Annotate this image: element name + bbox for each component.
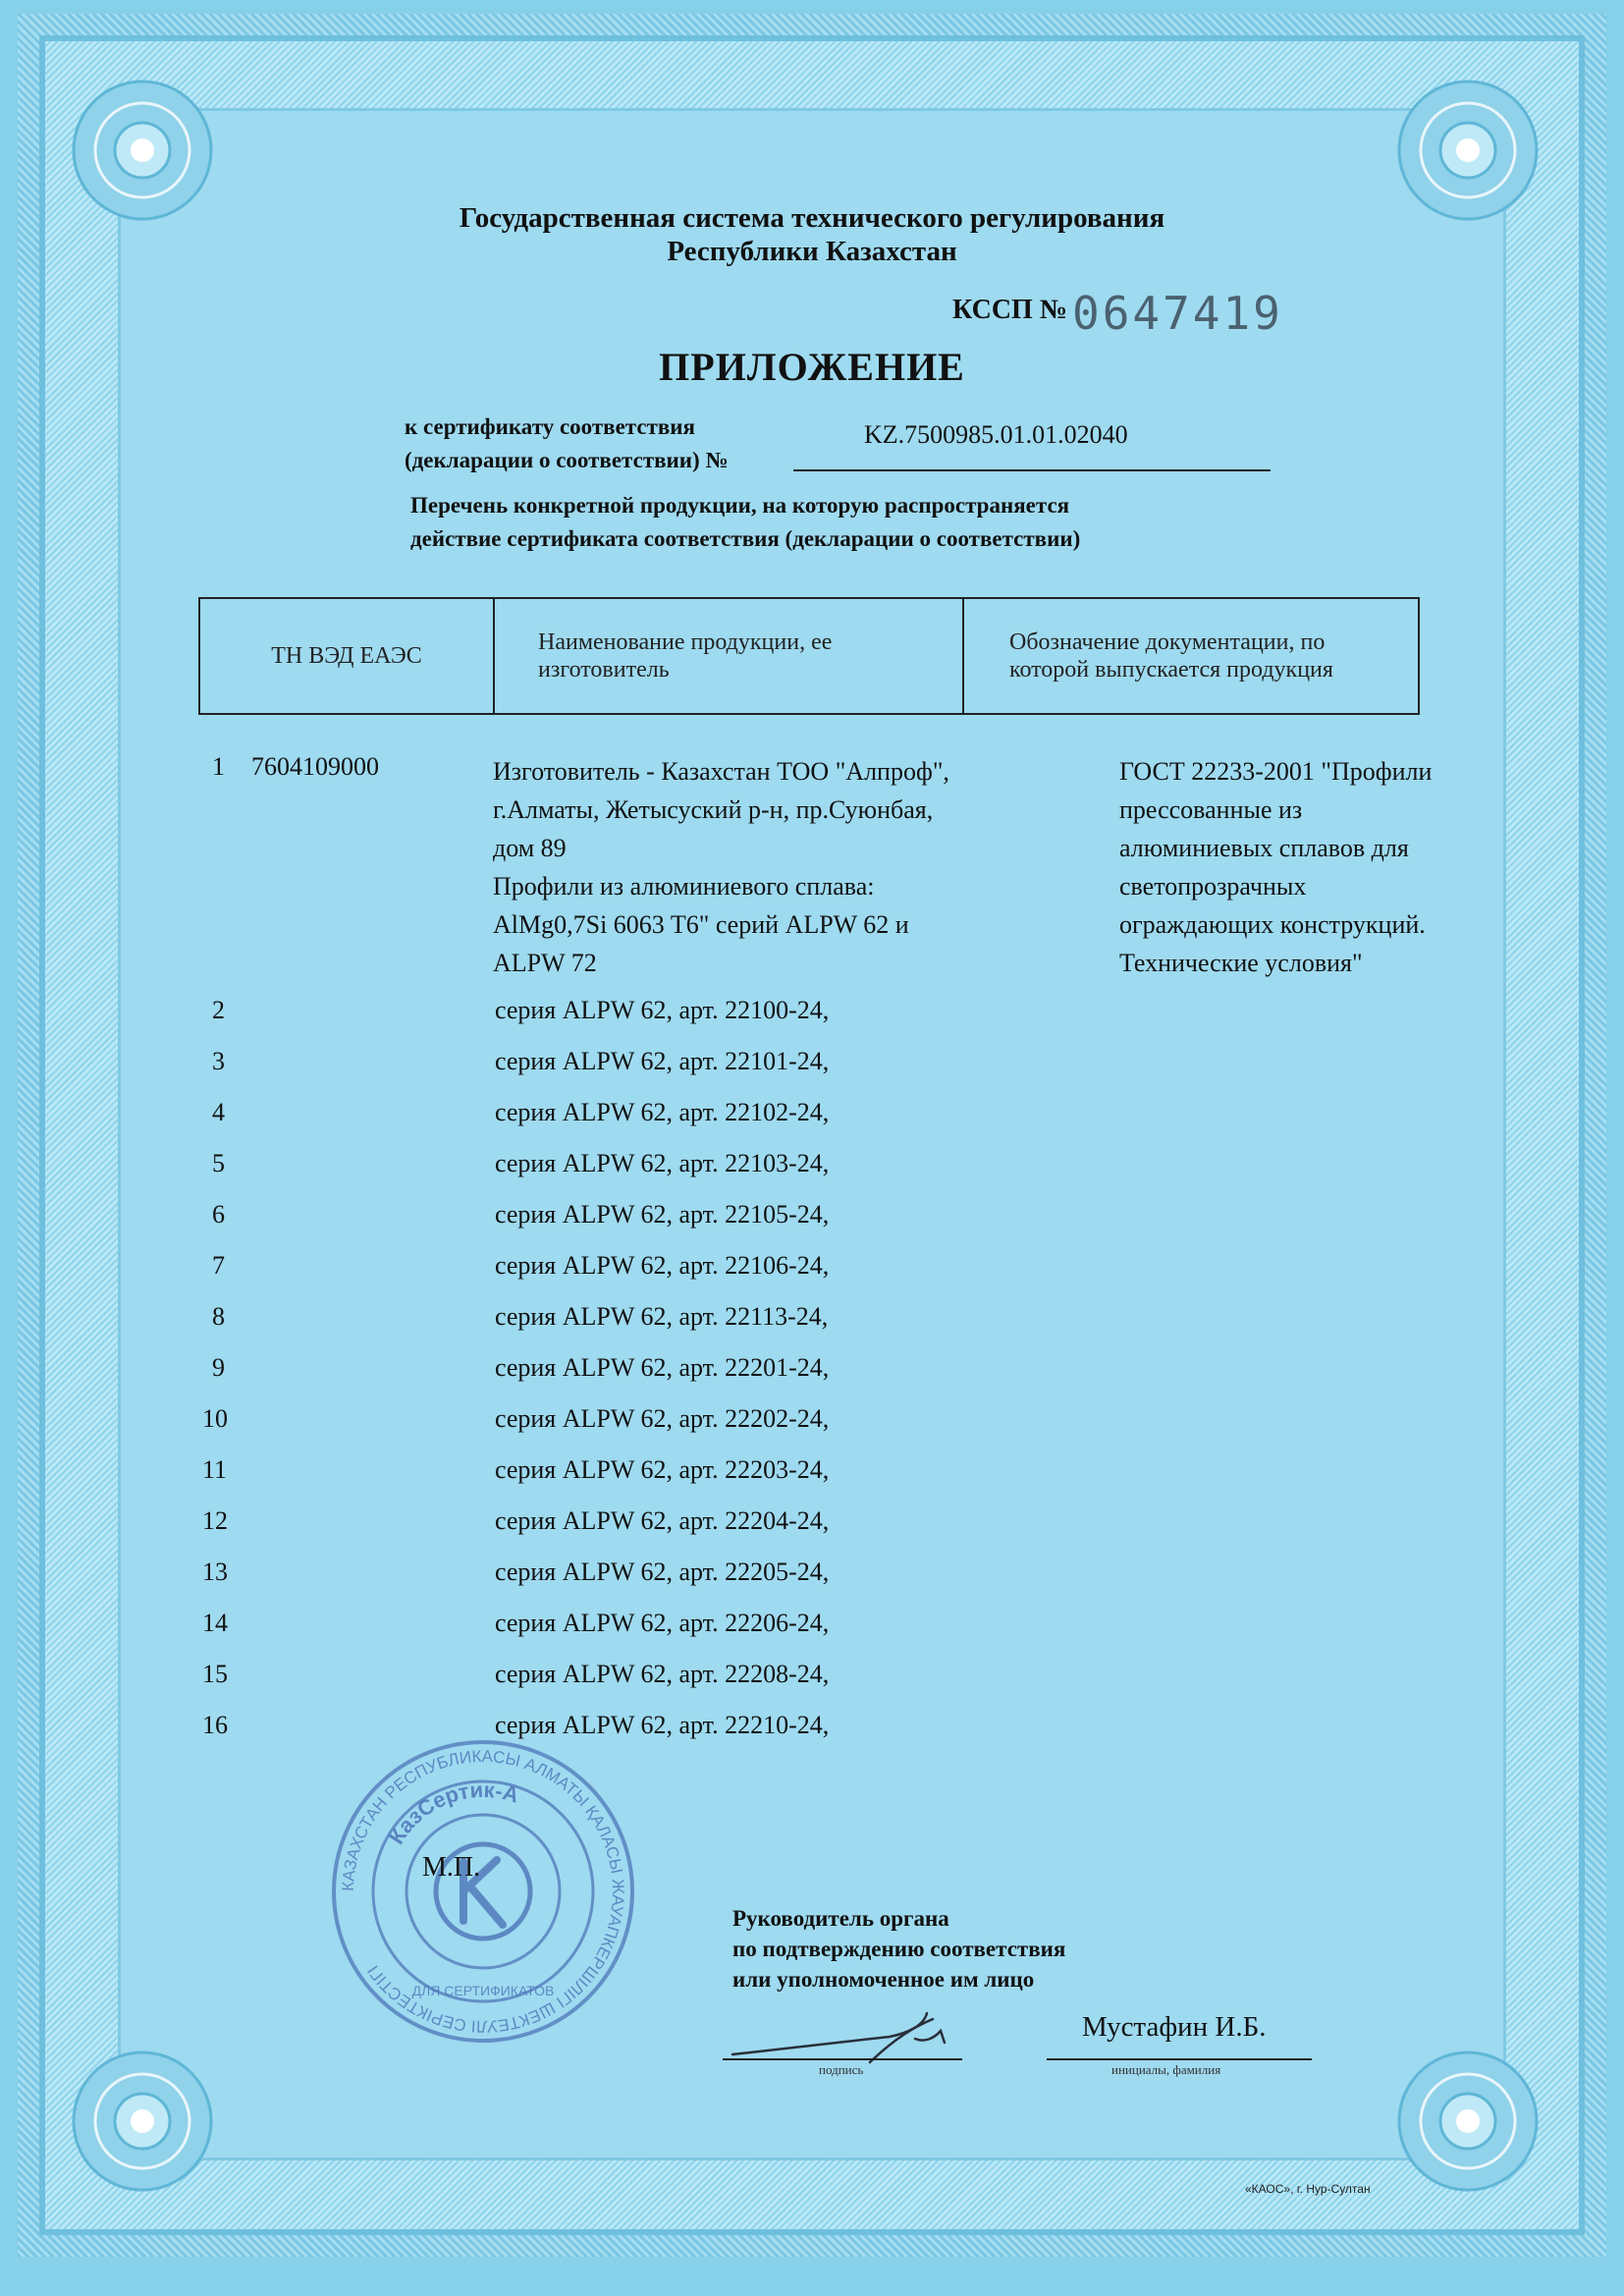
list-item: серия ALPW 62, арт. 22105-24, <box>495 1200 830 1229</box>
standard-line: алюминиевых сплавов для <box>1119 834 1409 862</box>
table-header <box>198 597 1420 715</box>
rosette-ornament-bottom-right <box>1394 2048 1542 2195</box>
product-description <box>493 752 1043 982</box>
column-header-documentation-text: Обозначение документации, по которой выпускается продукция <box>1009 629 1333 683</box>
certificate-number: KZ.7500985.01.01.02040 <box>864 420 1128 449</box>
signer-title-line3: или уполномоченное им лицо <box>732 1967 1035 1992</box>
stamp-outer-text: КАЗАХСТАН РЕСПУБЛИКАСЫ АЛМАТЫ ҚАЛАСЫ ЖАУАПКЕРШІЛІГІ ШЕКТЕУЛІ СЕРІКТЕСТІГІ <box>338 1746 628 2037</box>
system-title-line1: Государственная система технического регулирования <box>459 202 1165 234</box>
column-header-product-text: Наименование продукции, ее изготовитель <box>538 629 833 683</box>
tnved-code: 7604109000 <box>251 752 379 781</box>
list-item: серия ALPW 62, арт. 22204-24, <box>495 1506 830 1535</box>
standard-line: ограждающих конструкций. <box>1119 910 1426 939</box>
row-index: 14 <box>202 1609 228 1637</box>
description-line: Профили из алюминиевого сплава: <box>493 872 875 901</box>
standard-line: ГОСТ 22233-2001 "Профили <box>1119 757 1433 786</box>
system-title-line2: Республики Казахстан <box>667 236 957 267</box>
row-index: 16 <box>202 1711 228 1739</box>
standard-line: Технические условия" <box>1119 949 1363 977</box>
description-line: ALPW 72 <box>493 949 597 977</box>
row-index: 13 <box>202 1558 228 1586</box>
column-header-product <box>495 599 964 713</box>
row-index: 7 <box>212 1251 225 1280</box>
scope-line1: Перечень конкретной продукции, на которую распространяется <box>410 493 1070 518</box>
stamp-middle-text: КазСертик-А <box>383 1777 522 1849</box>
official-stamp <box>330 1738 636 2045</box>
column-header-tnved: ТН ВЭД ЕАЭС <box>200 599 495 713</box>
list-item: серия ALPW 62, арт. 22206-24, <box>495 1609 830 1637</box>
certificate-label-line1: к сертификату соответствия <box>405 414 695 439</box>
signer-name: Мустафин И.Б. <box>1082 2011 1267 2043</box>
signer-title-line1: Руководитель органа <box>732 1906 949 1931</box>
column-header-documentation <box>964 599 1418 713</box>
signer-title-line2: по подтверждению соответствия <box>732 1937 1066 1961</box>
scope-statement <box>410 489 1080 556</box>
standard-line: прессованные из <box>1119 795 1303 824</box>
list-item: серия ALPW 62, арт. 22113-24, <box>495 1302 829 1331</box>
certificate-number-underline <box>793 469 1271 471</box>
row-index: 1 <box>212 752 225 781</box>
row-index: 9 <box>212 1353 225 1382</box>
kssp-label: КССП № <box>952 295 1067 325</box>
list-item: серия ALPW 62, арт. 22103-24, <box>495 1149 830 1177</box>
page-title: ПРИЛОЖЕНИЕ <box>659 345 965 389</box>
row-index: 3 <box>212 1047 225 1075</box>
list-item: серия ALPW 62, арт. 22100-24, <box>495 996 830 1024</box>
list-item: серия ALPW 62, арт. 22201-24, <box>495 1353 830 1382</box>
system-title <box>0 201 1624 268</box>
certificate-paper <box>118 108 1506 2160</box>
list-item: серия ALPW 62, арт. 22203-24, <box>495 1455 830 1484</box>
stamp-inner-text: ДЛЯ СЕРТИФИКАТОВ <box>411 1983 555 1998</box>
list-item: серия ALPW 62, арт. 22102-24, <box>495 1098 830 1126</box>
row-index: 4 <box>212 1098 225 1126</box>
kssp-number: 0647419 <box>1072 287 1283 340</box>
list-item: серия ALPW 62, арт. 22210-24, <box>495 1711 830 1739</box>
description-line: AlMg0,7Si 6063 T6" серий ALPW 62 и <box>493 910 909 939</box>
row-index: 5 <box>212 1149 225 1177</box>
description-line: дом 89 <box>493 834 567 862</box>
standard-reference <box>1119 752 1512 982</box>
scope-line2: действие сертификата соответствия (декларации о соответствии) <box>410 526 1081 551</box>
certificate-label <box>405 410 729 477</box>
list-item: серия ALPW 62, арт. 22208-24, <box>495 1660 830 1688</box>
initials-caption: инициалы, фамилия <box>1111 2062 1221 2077</box>
row-index: 15 <box>202 1660 228 1688</box>
row-index: 6 <box>212 1200 225 1229</box>
description-line: г.Алматы, Жетысуский р-н, пр.Суюнбая, <box>493 795 934 824</box>
signer-title <box>732 1903 1065 1995</box>
signature-caption: подпись <box>819 2062 864 2077</box>
row-index: 2 <box>212 996 225 1024</box>
initials-line <box>1047 2058 1312 2060</box>
row-index: 12 <box>202 1506 228 1535</box>
certificate-label-line2: (декларации о соответствии) № <box>405 448 729 472</box>
description-line: Изготовитель - Казахстан ТОО "Алпроф", <box>493 757 949 786</box>
row-index: 8 <box>212 1302 225 1331</box>
rosette-ornament-bottom-left <box>69 2048 216 2195</box>
row-index: 10 <box>202 1404 228 1433</box>
list-item: серия ALPW 62, арт. 22202-24, <box>495 1404 830 1433</box>
printer-note: «КАОС», г. Нур-Султан <box>1245 2182 1371 2196</box>
list-item: серия ALPW 62, арт. 22101-24, <box>495 1047 830 1075</box>
signature-line <box>723 2058 962 2060</box>
seal-place-label: М.П. <box>422 1852 481 1883</box>
standard-line: светопрозрачных <box>1119 872 1307 901</box>
row-index: 11 <box>202 1455 228 1484</box>
list-item: серия ALPW 62, арт. 22205-24, <box>495 1558 830 1586</box>
list-item: серия ALPW 62, арт. 22106-24, <box>495 1251 830 1280</box>
